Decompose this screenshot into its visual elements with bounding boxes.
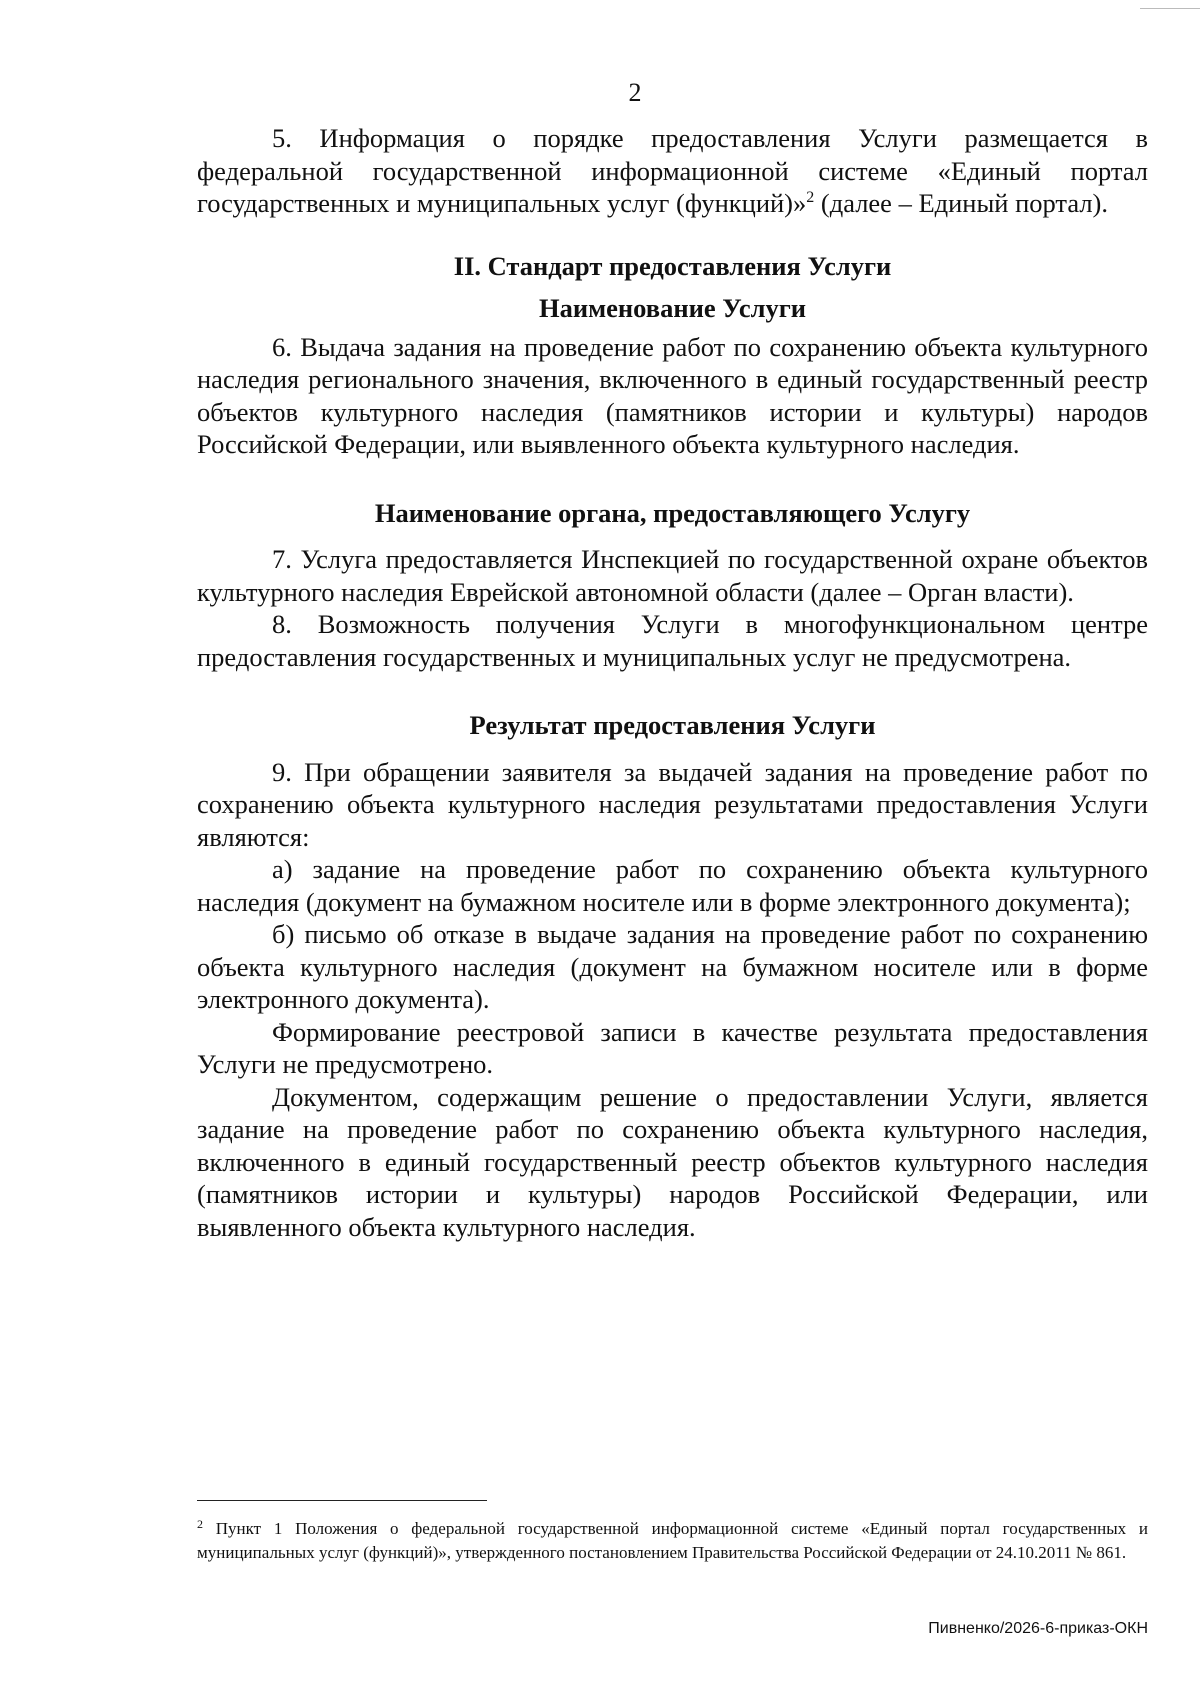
paragraph-5-text: 5. Информация о порядке предоставления Услуги размещается в федеральной государственной информационной системе «Единый портал государственных и муниципальных услуг (функций)»: [197, 123, 1148, 218]
section-title: II. Стандарт предоставления Услуги: [453, 250, 892, 281]
footnote-marker: 2: [197, 1517, 203, 1531]
document-code: Пивненко/2026-6-приказ-ОКН: [928, 1620, 1148, 1637]
paragraph-decision-document: Документом, содержащим решение о предоставлении Услуги, является задание на проведение работ по сохранению объекта культурного наследия, включенного в единый государственный реестр объектов культурного наследия (памятников истории и культуры) народов Российской Федерации, или выявленного объекта культурного наследия.: [197, 1081, 1148, 1242]
subsection-title-service-name: Наименование Услуги: [538, 293, 807, 323]
page-number: 2: [628, 78, 642, 107]
scan-artifact: [1140, 8, 1200, 9]
subsection-title-result: Результат предоставления Услуги: [469, 710, 876, 740]
document-body: [197, 122, 1148, 1243]
paragraph-7: 7. Услуга предоставляется Инспекцией по государственной охране объектов культурного наследия Еврейской автономной области (далее – Орган власти).: [197, 544, 1148, 607]
paragraph-9a: а) задание на проведение работ по сохранению объекта культурного наследия (документ на бумажном носителе или в форме электронного документа);: [197, 854, 1148, 917]
footnote-text: Пункт 1 Положения о федеральной государственной информационной системе «Единый портал государственных и муниципальных услуг (функций)», утвержденного постановлением Правительства Российской Федерации от 24.10.2011 № 861.: [197, 1519, 1148, 1562]
paragraph-6: 6. Выдача задания на проведение работ по сохранению объекта культурного наследия регионального значения, включенного в единый государственный реестр объектов культурного наследия (памятников истории и культуры) народов Российской Федерации, или выявленного объекта культурного наследия.: [197, 331, 1148, 459]
footnote-ref: 2: [806, 189, 815, 206]
footnote: [197, 1517, 1148, 1565]
paragraph-9b: б) письмо об отказе в выдаче задания на проведение работ по сохранению объекта культурного наследия (документ на бумажном носителе или в форме электронного документа).: [197, 919, 1148, 1014]
subsection-title-authority: Наименование органа, предоставляющего Услугу: [374, 497, 971, 528]
paragraph-5-tail: (далее – Единый портал).: [814, 188, 1108, 218]
paragraph-8: 8. Возможность получения Услуги в многофункциональном центре предоставления государственных и муниципальных услуг не предусмотрена.: [197, 609, 1148, 672]
paragraph-5: [197, 122, 1148, 220]
paragraph-9: 9. При обращении заявителя за выдачей задания на проведение работ по сохранению объекта культурного наследия результатами предоставления Услуги являются:: [197, 756, 1148, 852]
footnote-divider: [197, 1500, 487, 1501]
paragraph-registry: Формирование реестровой записи в качестве результата предоставления Услуги не предусмотрено.: [197, 1016, 1148, 1079]
